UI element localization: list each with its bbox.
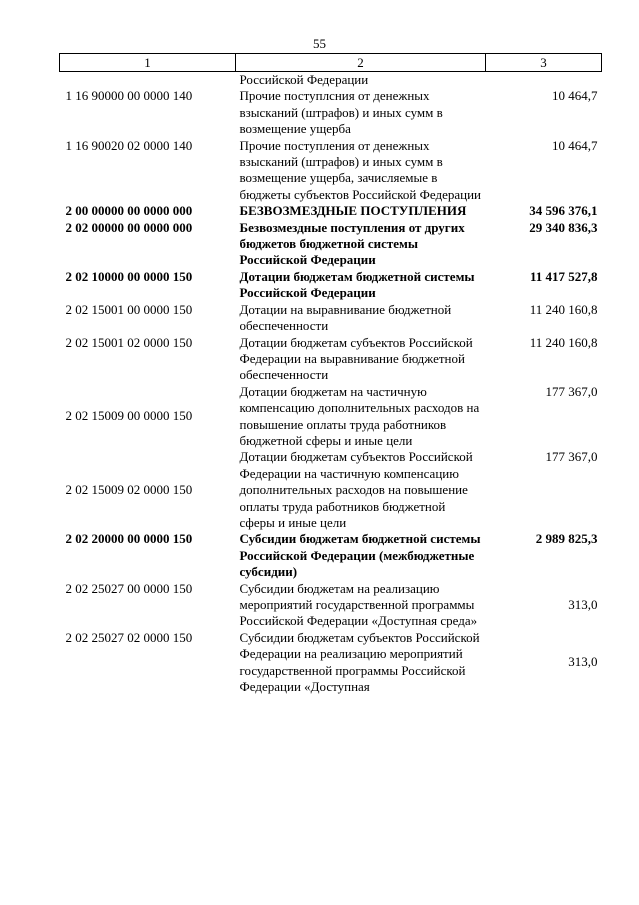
- table-row: [60, 302, 602, 335]
- row-amount: 313,0: [568, 597, 598, 612]
- page-number: 55: [313, 36, 326, 51]
- table-row: [60, 220, 602, 269]
- row-code: 2 00 00000 00 0000 000: [65, 203, 193, 219]
- row-code: 2 02 25027 02 0000 150: [65, 629, 193, 645]
- table-row: [60, 203, 602, 219]
- row-code: 1 16 90000 00 0000 140: [65, 88, 193, 104]
- row-amount: 177 367,0: [545, 383, 598, 399]
- row-code: 2 02 10000 00 0000 150: [65, 268, 193, 284]
- row-amount: 313,0: [568, 654, 598, 670]
- table-row: [60, 384, 602, 450]
- row-code: 2 02 15009 00 0000 150: [65, 408, 193, 424]
- column-header-code: 1: [60, 54, 236, 72]
- row-amount: 10 464,7: [552, 88, 598, 104]
- row-amount: 11 417 527,8: [529, 268, 598, 284]
- table-body: [60, 72, 602, 696]
- row-name: Дотации на выравнивание бюджетной обеспеченности: [239, 301, 452, 334]
- table-row: [60, 531, 602, 580]
- row-amount: [486, 72, 602, 89]
- row-name: БЕЗВОЗМЕЗДНЫЕ ПОСТУПЛЕНИЯ: [239, 203, 467, 219]
- row-code: 2 02 25027 00 0000 150: [65, 580, 193, 596]
- row-code: 2 02 00000 00 0000 000: [65, 219, 193, 235]
- budget-table: [59, 53, 602, 695]
- row-name: Безвозмездные поступления от других бюджетов бюджетной системы Российской Федерации: [239, 219, 465, 268]
- row-code: 2 02 15009 02 0000 150: [65, 482, 193, 498]
- row-amount: 11 240 160,8: [529, 334, 598, 350]
- table-row: [60, 449, 602, 531]
- row-amount: 11 240 160,8: [529, 301, 598, 317]
- row-name: Дотации бюджетам на частичную компенсацию дополнительных расходов на повышение оплаты труда работников бюджетной сферы и иные цели: [239, 383, 480, 448]
- table-row: [60, 630, 602, 696]
- row-name: Субсидии бюджетам субъектов Российской Федерации на реализацию мероприятий государственной программы Российской Федерации «Доступная: [239, 629, 480, 695]
- table-row: [60, 581, 602, 630]
- table-row: [60, 335, 602, 384]
- row-name: Субсидии бюджетам бюджетной системы Российской Федерации (межбюджетные субсидии): [239, 531, 481, 580]
- row-amount: 34 596 376,1: [529, 203, 598, 219]
- table-row: [60, 138, 602, 204]
- row-name: Прочие поступлсния от денежных взысканий (штрафов) и иных сумм в возмещение ущерба: [239, 88, 443, 137]
- row-amount: 2 989 825,3: [535, 531, 598, 547]
- row-name: Субсидии бюджетам на реализацию мероприятий государственной программы Российской Федерации «Доступная среда»: [239, 580, 478, 629]
- row-name: Дотации бюджетам бюджетной системы Российской Федерации: [239, 268, 475, 301]
- row-name: Дотации бюджетам субъектов Российской Федерации на выравнивание бюджетной обеспеченности: [239, 334, 473, 383]
- column-header-amount: 3: [486, 54, 602, 72]
- column-header-name: 2: [236, 54, 486, 72]
- table-row: [60, 88, 602, 137]
- table-header: [60, 54, 602, 72]
- row-code: [60, 72, 236, 89]
- row-code: 2 02 20000 00 0000 150: [65, 531, 193, 547]
- row-name: Российской Федерации: [239, 72, 369, 87]
- row-name: Дотации бюджетам субъектов Российской Федерации на частичную компенсацию дополнительных расходов на повышение оплаты труда работников бюджетной сферы и иные цели: [239, 449, 473, 530]
- row-amount: 177 367,0: [545, 449, 598, 465]
- row-name: Прочие поступления от денежных взысканий (штрафов) и иных сумм в возмещение ущерба, зачисляемые в бюджеты субъектов Российской Федерации: [239, 137, 481, 202]
- row-code: 1 16 90020 02 0000 140: [65, 137, 193, 153]
- table-row: [60, 72, 602, 89]
- row-code: 2 02 15001 02 0000 150: [65, 334, 193, 350]
- row-code: 2 02 15001 00 0000 150: [65, 301, 193, 317]
- row-amount: 10 464,7: [552, 137, 598, 153]
- table-row: [60, 269, 602, 302]
- row-amount: 29 340 836,3: [529, 219, 598, 235]
